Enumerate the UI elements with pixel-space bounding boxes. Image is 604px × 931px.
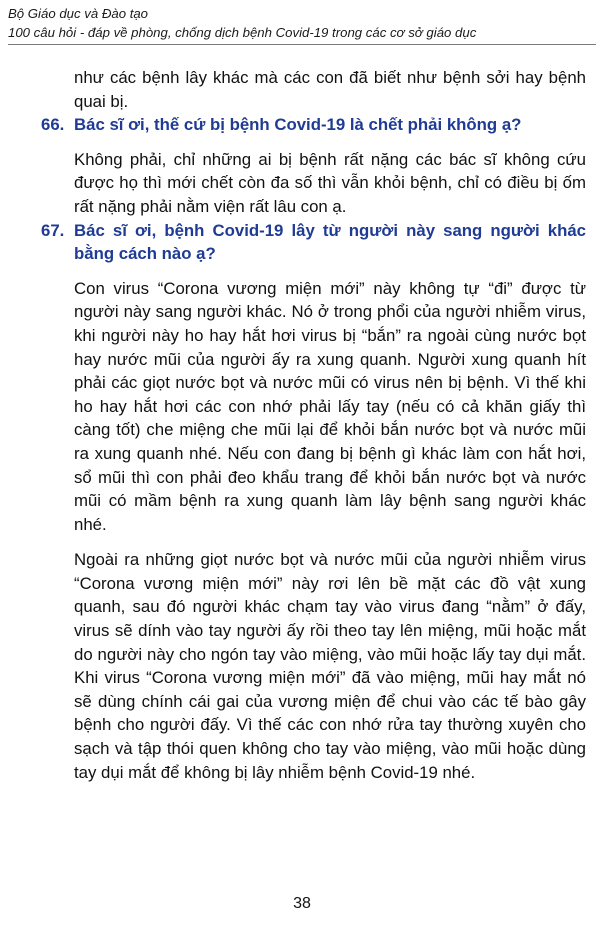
answer-paragraph: Con virus “Corona vương miện mới” này không tự “đi” được từ người này sang người khác. Nó ở trong phổi của người nhiễm virus, khi người này ho hay hắt hơi virus bị “bắn” ra ngoài cùng nước bọt hay nước mũi của người ấy ra xung quanh. Người xung quanh hít phải các giọt nước bọt và nước mũi có virus nên bị bệnh. Vì thế khi ho hay hắt hơi các con nhớ phải lấy tay (nếu có cả khăn giấy thì càng tốt) che miệng che mũi lại để khỏi bắn nước bọt và nước mũi ra xung quanh nhé. Nếu con đang bị bệnh gì khác làm con hắt hơi, sổ mũi thì con phải đeo khẩu trang để khỏi bắn nước bọt và nước mũi có mầm bệnh ra xung quanh làm lây bệnh sang người khác nhé.: [74, 278, 586, 534]
page-number: 38: [293, 895, 311, 912]
question-67: [41, 219, 586, 266]
page-content: [41, 66, 586, 784]
header-document-title: 100 câu hỏi - đáp về phòng, chống dịch bệnh Covid-19 trong các cơ sở giáo dục: [8, 25, 477, 40]
question-number: 67.: [41, 220, 65, 240]
question-66: [41, 113, 586, 137]
header-publisher: Bộ Giáo dục và Đào tạo: [8, 6, 149, 21]
answer-paragraph: Ngoài ra những giọt nước bọt và nước mũi của người nhiễm virus “Corona vương miện mới” này rơi lên bề mặt các đồ vật xung quanh, sau đó người khác chạm tay vào virus đang “nằm” ở đấy, virus sẽ dính vào tay người ấy rồi theo tay lên miệng, mũi hoặc mắt do người này cho ngón tay vào miệng, vào mũi hoặc lấy tay dụi mắt. Khi virus “Corona vương miện mới” đã vào miệng, mũi hay mắt nó sẽ dùng chính cái gai của vương miện để chui vào các tế bào gây bệnh cho người đấy. Vì thế các con nhớ rửa tay thường xuyên cho sạch và tập thói quen không cho tay vào miệng, vào mũi hoặc dùng tay dụi mắt để không bị lây nhiễm bệnh Covid-19 nhé.: [74, 550, 586, 782]
header-divider: [8, 44, 596, 45]
question-number: 66.: [41, 115, 65, 135]
page-header: [8, 4, 598, 42]
answer-paragraph: Không phải, chỉ những ai bị bệnh rất nặng các bác sĩ không cứu được họ thì mới chết còn đa số thì vẫn khỏi bệnh, chỉ có điều bị ốm rất nặng phải nằm viện rất lâu con ạ.: [74, 149, 586, 216]
question-text: Bác sĩ ơi, thế cứ bị bệnh Covid-19 là chết phải không ạ?: [74, 115, 522, 135]
intro-paragraph: như các bệnh lây khác mà các con đã biết như bệnh sởi hay bệnh quai bị.: [74, 68, 586, 111]
question-text: Bác sĩ ơi, bệnh Covid-19 lây từ người này sang người khác bằng cách nào ạ?: [74, 220, 586, 264]
